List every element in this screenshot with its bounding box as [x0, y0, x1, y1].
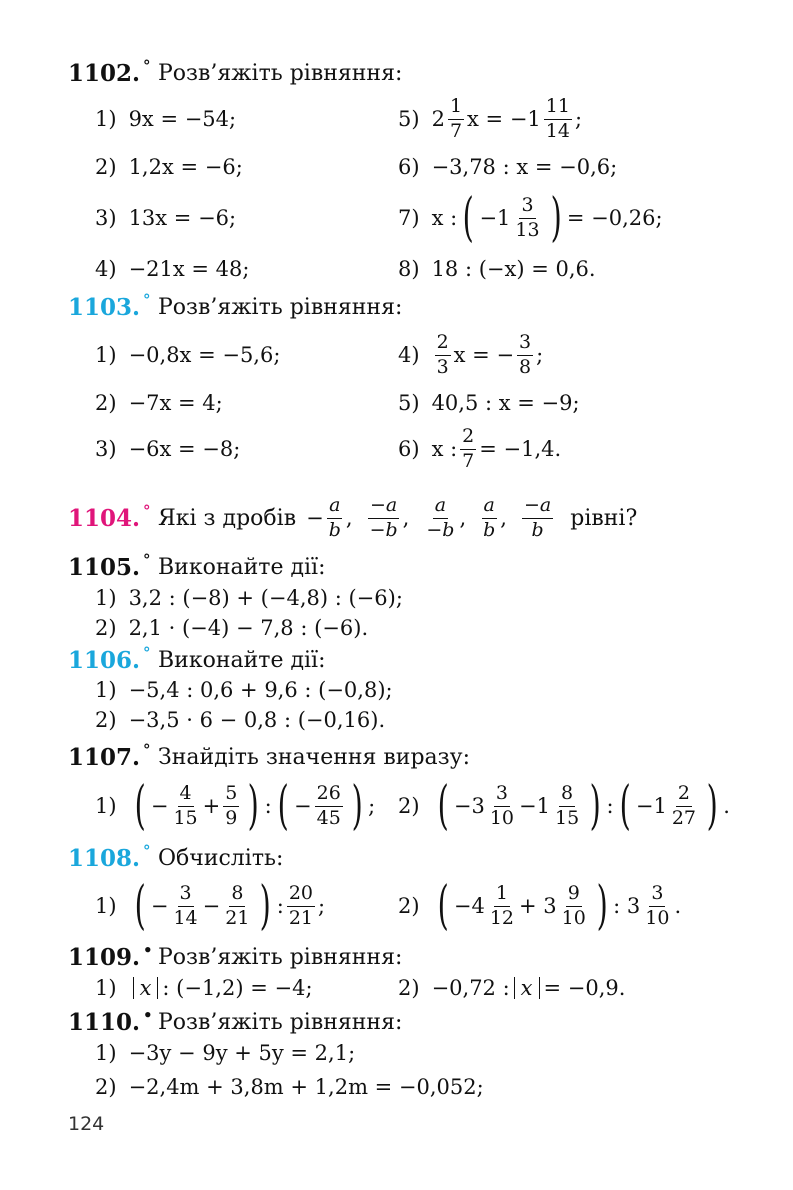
equation: −0,72 : x = −0,9.: [431, 976, 626, 1000]
problem-1105-row-2: 2) 2,1 · (−4) − 7,8 : (−6).: [95, 616, 369, 640]
problem-number: 1108. °: [68, 841, 151, 872]
problem-title: Розв’яжіть рівняння:: [158, 60, 403, 86]
problem-number: 1107. °: [68, 740, 151, 771]
expression: 2,1 · (−4) − 7,8 : (−6).: [128, 616, 369, 640]
problem-1108-row: 1) ( − $\frac{3}{14}$ − $\frac{8}{21}$ ) : $\frac{20}{21}$ ; 2) ( −4 $\frac{1}{12}$ + 3 $\frac{9}{10}$ ) : 3 $\frac{3}{10}$ .: [95, 876, 682, 936]
problem-title: Знайдіть значення виразу:: [158, 744, 471, 770]
problem-1103-row-3: 3) −6x = −8; 6) x : $\frac{2}{7}$ = −1,4.: [95, 424, 562, 472]
problem-1110-row-1: 1) −3y − 9y + 5y = 2,1;: [95, 1041, 356, 1065]
equation: −3,78 : x = −0,6;: [431, 155, 618, 179]
equation: 9x = −54;: [128, 107, 237, 131]
equation: x : $\frac{2}{7}$ = −1,4.: [431, 424, 562, 472]
equation: 13x = −6;: [128, 206, 237, 230]
problem-1102-row-3: 3) 13x = −6; 7) x : ( −1 $\frac{3}{13}$ ) = −0,26;: [95, 188, 663, 248]
problem-1106-header: [0, 645, 793, 675]
problem-1106-row-2: 2) −3,5 · 6 − 0,8 : (−0,16).: [95, 708, 386, 732]
problem-1105-row-1: 1) 3,2 : (−8) + (−4,8) : (−6);: [95, 586, 403, 610]
expression: −3,5 · 6 − 0,8 : (−0,16).: [128, 708, 386, 732]
problem-title: Які з дробів − $\frac{a}{b}$ , $\frac{-a}{-b}$ , $\frac{a}{-b}$ , $\frac{a}{b}$ , $\frac{-a}{b}$ рівні?: [158, 493, 638, 541]
expression: ( − $\frac{3}{14}$ − $\frac{8}{21}$ ) : $\frac{20}{21}$ ;: [134, 876, 326, 936]
problem-number: 1105. °: [68, 550, 151, 581]
problem-1102-row-2: 2) 1,2x = −6; 6) −3,78 : x = −0,6;: [95, 155, 618, 179]
problem-1110-row-2: 2) −2,4m + 3,8m + 1,2m = −0,052;: [95, 1075, 484, 1099]
equation: −0,8x = −5,6;: [128, 343, 281, 367]
problem-1102-row-1: 1) 9x = −54; 5) 2 $\frac{1}{7}$ x = −1 $\frac{11}{14}$ ;: [95, 94, 583, 142]
problem-title: Виконайте дії:: [158, 647, 326, 673]
equation: x : (−1,2) = −4;: [129, 976, 313, 1000]
problem-1107-row: 1) ( − $\frac{4}{15}$ + $\frac{5}{9}$ ) : ( − $\frac{26}{45}$ ) ; 2) ( −3 $\frac{3}{10}$ −1 $\frac{8}{15}$ ) : ( −1 $\frac{2}{27}$ ) .: [95, 776, 730, 836]
equation: 18 : (−x) = 0,6.: [431, 257, 596, 281]
equation: −6x = −8;: [128, 437, 241, 461]
problem-number: 1106. °: [68, 643, 151, 674]
problem-title: Розв’яжіть рівняння:: [158, 294, 403, 320]
problem-1106-row-1: 1) −5,4 : 0,6 + 9,6 : (−0,8);: [95, 678, 393, 702]
equation: −2,4m + 3,8m + 1,2m = −0,052;: [128, 1075, 484, 1099]
problem-1109-row: 1) x : (−1,2) = −4; 2) −0,72 : x = −0,9.: [95, 976, 626, 1000]
problem-number: 1103. °: [68, 290, 151, 321]
equation: −7x = 4;: [128, 391, 223, 415]
problem-1107-header: [0, 741, 793, 773]
problem-1103-row-1: 1) −0,8x = −5,6; 4) $\frac{2}{3}$ x = − $\frac{3}{8}$ ;: [95, 330, 544, 378]
problem-1104: [0, 492, 793, 544]
problem-title: Розв’яжіть рівняння:: [158, 944, 403, 970]
problem-number: 1110. •: [68, 1005, 153, 1036]
problem-number: 1102. °: [68, 56, 151, 87]
problem-1108-header: [0, 842, 793, 874]
equation: 40,5 : x = −9;: [431, 391, 580, 415]
expression: −5,4 : 0,6 + 9,6 : (−0,8);: [128, 678, 393, 702]
expression: 3,2 : (−8) + (−4,8) : (−6);: [128, 586, 403, 610]
equation: −3y − 9y + 5y = 2,1;: [128, 1041, 356, 1065]
problem-title: Обчисліть:: [158, 845, 284, 871]
equation: x : ( −1 $\frac{3}{13}$ ) = −0,26;: [431, 188, 663, 248]
problem-1102-row-4: 4) −21x = 48; 8) 18 : (−x) = 0,6.: [95, 257, 596, 281]
problem-title: Розв’яжіть рівняння:: [158, 1009, 403, 1035]
problem-number: 1109. •: [68, 940, 153, 971]
problem-1109-header: [0, 941, 793, 973]
equation: $\frac{2}{3}$ x = − $\frac{3}{8}$ ;: [436, 330, 544, 378]
equation: −21x = 48;: [128, 257, 250, 281]
problem-1105-header: [0, 552, 793, 582]
expression: ( −4 $\frac{1}{12}$ + 3 $\frac{9}{10}$ ) : 3 $\frac{3}{10}$ .: [437, 876, 682, 936]
problem-1102-header: [0, 56, 793, 90]
equation: 1,2x = −6;: [128, 155, 243, 179]
page-number: 124: [68, 1113, 105, 1135]
equation: 2 $\frac{1}{7}$ x = −1 $\frac{11}{14}$ ;: [431, 94, 583, 142]
problem-1103-row-2: 2) −7x = 4; 5) 40,5 : x = −9;: [95, 391, 580, 415]
expression: ( − $\frac{4}{15}$ + $\frac{5}{9}$ ) : ( − $\frac{26}{45}$ ) ;: [134, 776, 376, 836]
expression: ( −3 $\frac{3}{10}$ −1 $\frac{8}{15}$ ) : ( −1 $\frac{2}{27}$ ) .: [437, 776, 730, 836]
problem-1110-header: [0, 1006, 793, 1038]
problem-1103-header: [0, 290, 793, 324]
problem-title: Виконайте дії:: [158, 554, 326, 580]
problem-number: 1104. °: [68, 501, 151, 532]
